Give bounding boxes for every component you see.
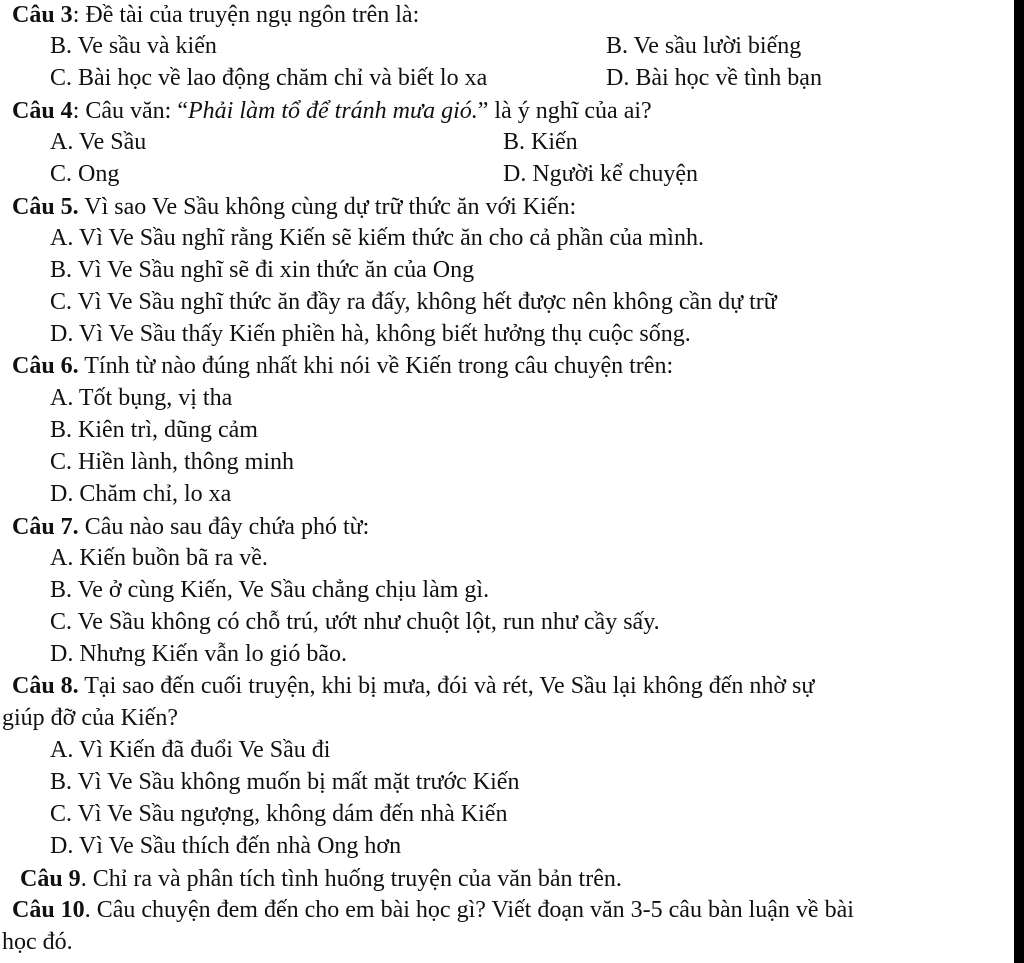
- question-4: [12, 96, 652, 127]
- question-8-option-d: D. Vì Ve Sầu thích đến nhà Ong hơn: [50, 833, 402, 859]
- question-8-option-b: B. Vì Ve Sầu không muốn bị mất mặt trước Kiến: [50, 769, 520, 795]
- scan-edge: [1014, 0, 1024, 963]
- question-9-text: . Chỉ ra và phân tích tình huống truyện của văn bản trên.: [80, 866, 622, 892]
- question-10-text: . Câu chuyện đem đến cho em bài học gì? Viết đoạn văn 3-5 câu bàn luận về bài: [84, 897, 854, 923]
- question-7-option-d: D. Nhưng Kiến vẫn lo gió bão.: [50, 641, 347, 667]
- question-7-text: Câu nào sau đây chứa phó từ:: [78, 514, 370, 540]
- question-6-text: Tính từ nào đúng nhất khi nói về Kiến trong câu chuyện trên:: [78, 353, 674, 379]
- question-3-option-b2: B. Ve sầu lười biếng: [606, 33, 802, 59]
- question-7-option-c: C. Ve Sầu không có chỗ trú, ướt như chuột lột, run như cầy sấy.: [50, 609, 660, 635]
- question-8-option-c: C. Vì Ve Sầu ngượng, không dám đến nhà Kiến: [50, 801, 508, 827]
- question-4-label: Câu 4: [12, 98, 73, 124]
- question-5-option-b: B. Vì Ve Sầu nghĩ sẽ đi xin thức ăn của Ong: [50, 257, 475, 283]
- question-6-option-d: D. Chăm chỉ, lo xa: [50, 481, 232, 507]
- question-3: [12, 0, 419, 31]
- question-7-option-a: A. Kiến buồn bã ra về.: [50, 545, 268, 571]
- question-8-label: Câu 8.: [12, 673, 79, 699]
- question-4-text-before: : Câu văn: “: [72, 98, 188, 124]
- question-6: [12, 351, 673, 382]
- question-8: [12, 671, 814, 702]
- question-7-option-b: B. Ve ở cùng Kiến, Ve Sầu chẳng chịu làm gì.: [50, 577, 490, 603]
- question-4-text-after: ” là ý nghĩ của ai?: [477, 98, 652, 124]
- question-3-option-c: C. Bài học về lao động chăm chỉ và biết lo xa: [50, 65, 488, 91]
- question-5-option-a: A. Vì Ve Sầu nghĩ rằng Kiến sẽ kiếm thức ăn cho cả phần của mình.: [50, 225, 704, 251]
- question-9-label: Câu 9: [20, 866, 81, 892]
- question-10: [12, 895, 854, 926]
- question-10-label: Câu 10: [12, 897, 85, 923]
- question-3-option-b: B. Ve sầu và kiến: [50, 33, 217, 59]
- question-3-option-d: D. Bài học về tình bạn: [606, 65, 822, 91]
- question-4-option-d: D. Người kể chuyện: [503, 161, 698, 187]
- question-5-text: Vì sao Ve Sầu không cùng dự trữ thức ăn với Kiến:: [78, 194, 577, 220]
- question-7: [12, 512, 369, 543]
- question-4-option-a: A. Ve Sầu: [50, 129, 147, 155]
- question-4-option-c: C. Ong: [50, 161, 120, 187]
- question-3-text: : Đề tài của truyện ngụ ngôn trên là:: [72, 2, 420, 28]
- question-8-text: Tại sao đến cuối truyện, khi bị mưa, đói và rét, Ve Sầu lại không đến nhờ sự: [78, 673, 815, 699]
- question-6-option-b: B. Kiên trì, dũng cảm: [50, 417, 258, 443]
- question-4-quote: Phải làm tổ để tránh mưa gió.: [188, 98, 478, 124]
- question-5-option-c: C. Vì Ve Sầu nghĩ thức ăn đầy ra đấy, không hết được nên không cần dự trữ: [50, 289, 777, 315]
- question-6-label: Câu 6.: [12, 353, 79, 379]
- question-4-option-b: B. Kiến: [503, 129, 578, 155]
- question-8-text-cont: giúp đỡ của Kiến?: [2, 705, 178, 731]
- question-7-label: Câu 7.: [12, 514, 79, 540]
- question-6-option-c: C. Hiền lành, thông minh: [50, 449, 294, 475]
- question-9: [20, 864, 622, 895]
- question-8-option-a: A. Vì Kiến đã đuổi Ve Sầu đi: [50, 737, 331, 763]
- question-5-label: Câu 5.: [12, 194, 79, 220]
- question-5-option-d: D. Vì Ve Sầu thấy Kiến phiền hà, không biết hưởng thụ cuộc sống.: [50, 321, 691, 347]
- question-10-text-cont: học đó.: [2, 929, 73, 955]
- question-5: [12, 192, 576, 223]
- question-3-label: Câu 3: [12, 2, 73, 28]
- question-6-option-a: A. Tốt bụng, vị tha: [50, 385, 233, 411]
